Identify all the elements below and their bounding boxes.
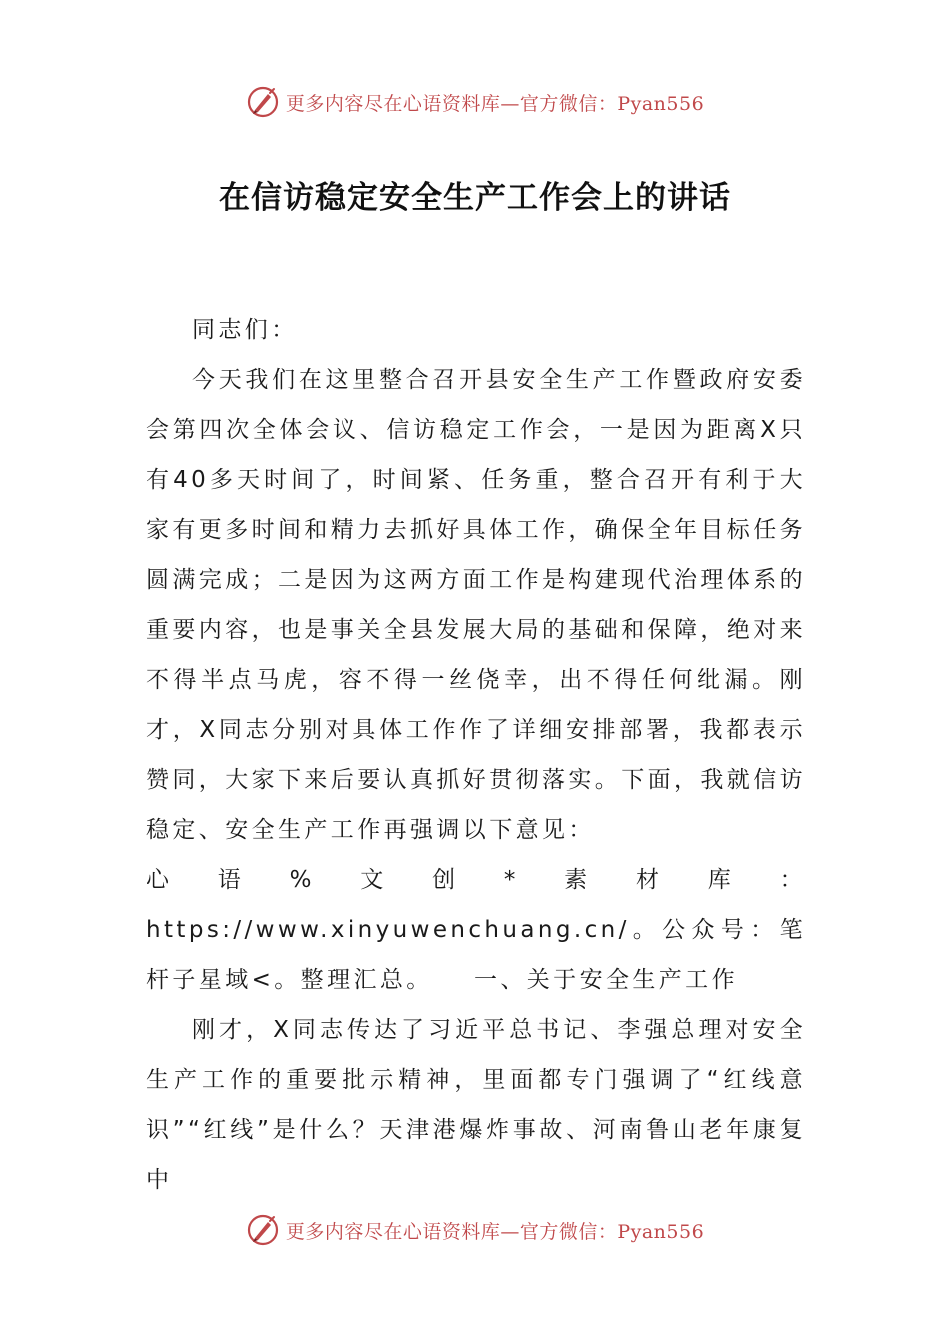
- paragraph: 心语%文创*素材库：https://www.xinyuwenchuang.cn/。公众号：笔杆子星域<。整理汇总。 一、关于安全生产工作: [146, 867, 806, 993]
- pen-circle-logo-icon: [246, 85, 280, 119]
- paragraph: 刚才，X同志传达了习近平总书记、李强总理对安全生产工作的重要批示精神，里面都专门强调了“红线意识”“红线”是什么？天津港爆炸事故、河南鲁山老年康复中: [146, 1017, 806, 1193]
- document-body: [146, 305, 806, 1205]
- salutation: 同志们：: [192, 317, 298, 343]
- pen-circle-logo-icon: [246, 1213, 280, 1247]
- watermark-text: 更多内容尽在心语资料库—官方微信：Pyan556: [285, 1220, 705, 1243]
- paragraph: 今天我们在这里整合召开县安全生产工作暨政府安委会第四次全体会议、信访稳定工作会，一是因为距离X只有40多天时间了，时间紧、任务重，整合召开有利于大家有更多时间和精力去抓好具体工作，确保全年目标任务圆满完成；二是因为这两方面工作是构建现代治理体系的重要内容，也是事关全县发展大局的基础和保障，绝对来不得半点马虎，容不得一丝侥幸，出不得任何纰漏。刚才，X同志分别对具体工作作了详细安排部署，我都表示赞同，大家下来后要认真抓好贯彻落实。下面，我就信访稳定、安全生产工作再强调以下意见：: [146, 367, 806, 843]
- watermark-text: 更多内容尽在心语资料库—官方微信：Pyan556: [285, 92, 705, 115]
- footer-watermark: [0, 1210, 950, 1250]
- header-watermark: [0, 82, 950, 122]
- document-title: 在信访稳定安全生产工作会上的讲话: [219, 180, 731, 216]
